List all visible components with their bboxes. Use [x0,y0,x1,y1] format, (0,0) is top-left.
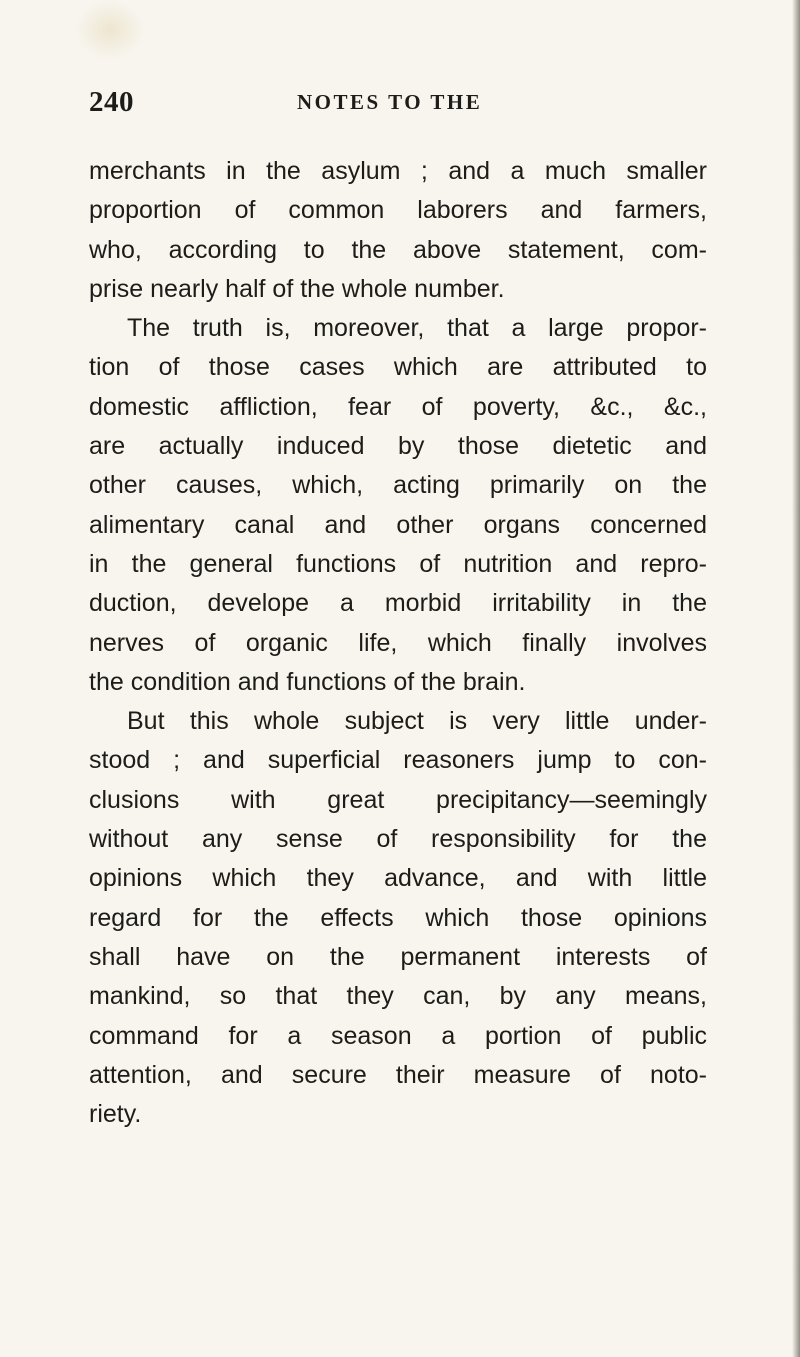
text-line: regard for the effects which those opinions [89,903,707,932]
text-line: riety. [89,1100,142,1129]
text-line: command for a season a portion of public [89,1021,707,1050]
text-line: stood ; and superficial reasoners jump to con- [89,746,707,775]
text-line: shall have on the permanent interests of [89,942,707,971]
body-text [89,152,729,1134]
running-head: NOTES TO THE [297,90,483,114]
text-line: are actually induced by those dietetic and [89,432,707,461]
text-line: domestic affliction, fear of poverty, &c., &c., [89,392,707,421]
text-line: proportion of common laborers and farmers, [89,196,707,225]
text-line: But this whole subject is very little under- [127,707,707,736]
text-line: who, according to the above statement, com- [89,235,707,264]
page-header [89,86,699,122]
text-line: clusions with great precipitancy—seemingly [89,785,707,814]
paper-stain [75,0,145,60]
text-line: nerves of organic life, which finally involves [89,628,707,657]
page-edge-shadow [792,0,800,1357]
text-line: merchants in the asylum ; and a much smaller [89,157,707,185]
text-line: duction, develope a morbid irritability in the [89,589,707,618]
text-line: other causes, which, acting primarily on the [89,471,707,500]
text-line: prise nearly half of the whole number. [89,274,505,303]
text-line: tion of those cases which are attributed to [89,353,707,382]
text-line: attention, and secure their measure of noto- [89,1060,707,1089]
text-line: alimentary canal and other organs concerned [89,510,707,539]
text-line: the condition and functions of the brain. [89,667,526,696]
text-line: without any sense of responsibility for the [89,825,707,854]
text-line: The truth is, moreover, that a large propor- [127,314,707,343]
text-line: mankind, so that they can, by any means, [89,982,707,1011]
text-line: opinions which they advance, and with little [89,864,707,893]
text-line: in the general functions of nutrition and repro- [89,549,707,578]
page-number: 240 [89,86,134,118]
